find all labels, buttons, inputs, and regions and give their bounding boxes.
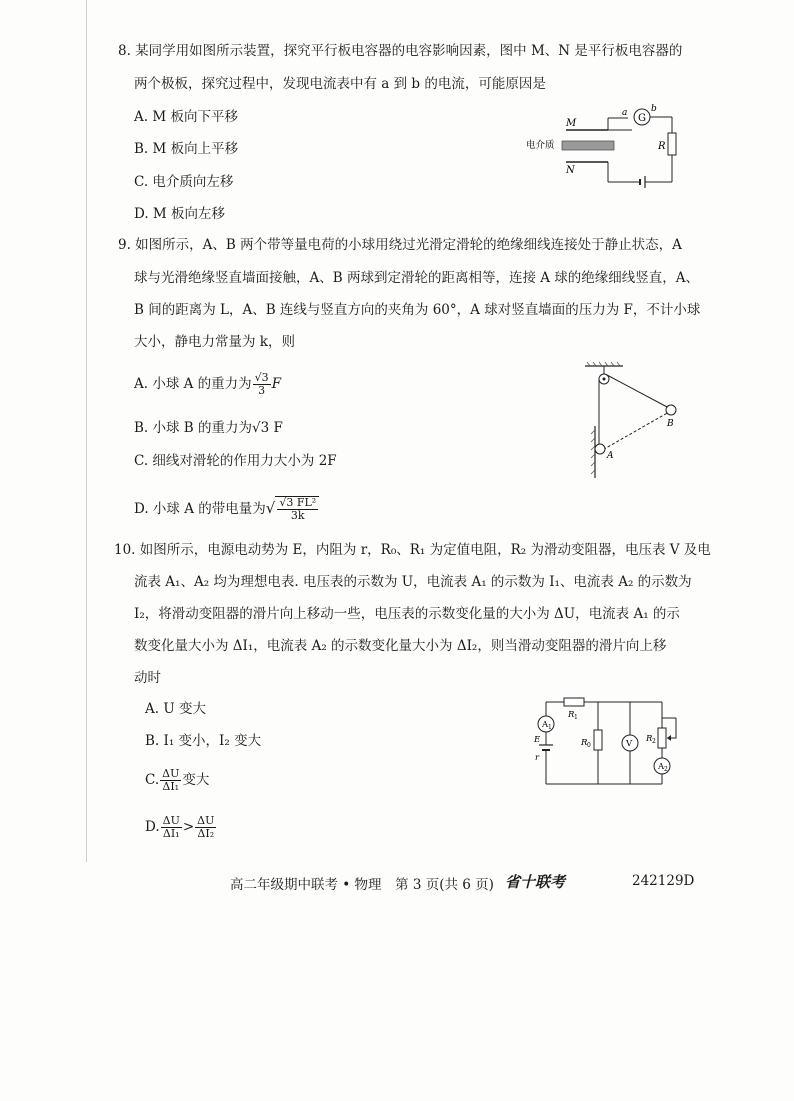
- q9-stem-line2: 球与光滑绝缘竖直墙面接触，A、B 两球到定滑轮的距离相等，连接 A 球的绝缘细线竖直，A、: [134, 270, 700, 286]
- q9-option-d: D. 小球 A 的带电量为√ $\frac{\text{√3 FL²}}{3k}$: [134, 496, 319, 522]
- q10-stem-line1: 10. 如图所示，电源电动势为 E，内阻为 r，R₀、R₁ 为定值电阻，R₂ 为滑动变阻器，电压表 V 及电: [114, 542, 711, 558]
- q8-capacitor-diagram: [520, 100, 700, 190]
- q9-label-a: A: [607, 451, 614, 461]
- q9-option-b: B. 小球 B 的重力为√3 F: [134, 420, 283, 436]
- q8-label-g: G: [638, 113, 646, 124]
- q8-label-b: b: [651, 104, 657, 114]
- q10-label-r2-sub: 2: [652, 738, 656, 745]
- q10-label-e: E: [534, 735, 541, 745]
- q10-label-r0-sub: 0: [587, 742, 591, 749]
- q9-option-a: A. 小球 A 的重力为 $\frac{√3}{3}$ F: [134, 371, 282, 397]
- q10-label-r0: R: [581, 738, 588, 748]
- q8-stem-line2: 两个极板，探究过程中，发现电流表中有 a 到 b 的电流，可能原因是: [134, 76, 546, 92]
- margin-line: [86, 0, 87, 862]
- q8-option-a: A. M 板向下平移: [134, 109, 238, 125]
- q9-stem-line4: 大小，静电力常量为 k，则: [134, 334, 295, 350]
- q10-option-c-fraction: $\frac{\Delta U}{\text{ΔI₁}}$: [162, 767, 180, 793]
- q10-stem-line3: I₂，将滑动变阻器的滑片向上移动一些，电压表的示数变化量的大小为 ΔU，电流表 A₁ 的示: [134, 606, 680, 622]
- q10-stem-line4: 数变化量大小为 ΔI₁，电流表 A₂ 的示数变化量大小为 ΔI₂，则当滑动变阻器的滑片向上移: [134, 638, 667, 654]
- q10-option-c: C. $\frac{\Delta U}{\text{ΔI₁}}$ 变大: [145, 767, 210, 793]
- q9-option-c: C. 细线对滑轮的作用力大小为 2F: [134, 453, 337, 469]
- q8-option-d: D. M 板向左移: [134, 206, 226, 222]
- footer-code: 242129D: [632, 873, 695, 889]
- q10-stem-line5: 动时: [134, 670, 161, 686]
- q10-label-a2: A: [658, 762, 665, 772]
- rheostat-r2-icon: [658, 728, 666, 748]
- q10-label-r1-sub: 1: [574, 714, 578, 721]
- q8-label-m: M: [566, 118, 577, 129]
- q8-label-a: a: [622, 108, 628, 118]
- q9-pulley-diagram: [585, 362, 695, 482]
- q8-stem-line1: 8. 某同学用如图所示装置，探究平行板电容器的电容影响因素，图中 M、N 是平行板电容器的: [118, 43, 683, 59]
- q8-label-dielectric: 电介质: [526, 140, 555, 151]
- q10-label-r1: R: [568, 710, 575, 720]
- resistor-r1-icon: [564, 698, 584, 706]
- ball-b-icon: [666, 405, 676, 415]
- q9-stem-line1: 9. 如图所示，A、B 两个带等量电荷的小球用绕过光滑定滑轮的绝缘细线连接处于静止状态，A: [118, 237, 682, 253]
- q10-label-a2-sub: 2: [664, 766, 668, 773]
- q10-label-a1: A: [542, 720, 549, 730]
- q8-label-n: N: [566, 165, 575, 176]
- q9-option-a-fraction: $\frac{√3}{3}$: [254, 371, 269, 397]
- q8-label-r: R: [658, 141, 666, 152]
- q10-label-r: r: [535, 753, 540, 763]
- q10-circuit-diagram: [528, 690, 688, 790]
- q10-option-b: B. I₁ 变小，I₂ 变大: [145, 733, 262, 749]
- q9-label-b: B: [667, 419, 674, 429]
- resistor-r0-icon: [594, 730, 602, 750]
- q10-option-d: D. $\frac{\Delta U}{\text{ΔI₁}}$ > $\frac{\Delta U}{\text{ΔI₂}}$: [145, 814, 215, 840]
- q8-option-b: B. M 板向上平移: [134, 141, 239, 157]
- q10-option-d-fraction-right: $\frac{\Delta U}{\text{ΔI₂}}$: [197, 814, 215, 840]
- q8-option-c: C. 电介质向左移: [134, 174, 234, 190]
- footer-page-info: 高二年级期中联考 • 物理 第 3 页(共 6 页): [230, 877, 494, 893]
- q10-option-d-fraction-left: $\frac{\Delta U}{\text{ΔI₁}}$: [162, 814, 180, 840]
- ball-a-icon: [595, 444, 605, 454]
- q10-label-v: V: [626, 739, 633, 749]
- q9-option-d-fraction: $\frac{\text{√3 FL²}}{3k}$: [279, 496, 317, 522]
- q10-label-r2: R: [646, 734, 653, 744]
- q10-label-a1-sub: 1: [548, 724, 552, 731]
- q10-option-a: A. U 变大: [145, 701, 207, 717]
- q9-stem-line3: B 间的距离为 L，A、B 连线与竖直方向的夹角为 60°，A 球对竖直墙面的压力为 F，不计小球: [134, 302, 701, 318]
- dielectric-slab: [562, 141, 614, 150]
- q10-stem-line2: 流表 A₁、A₂ 均为理想电表. 电压表的示数为 U，电流表 A₁ 的示数为 I₁、电流表 A₂ 的示数为: [134, 574, 692, 590]
- footer-brand: 省十联考: [505, 873, 566, 891]
- resistor-r-icon: [668, 133, 676, 155]
